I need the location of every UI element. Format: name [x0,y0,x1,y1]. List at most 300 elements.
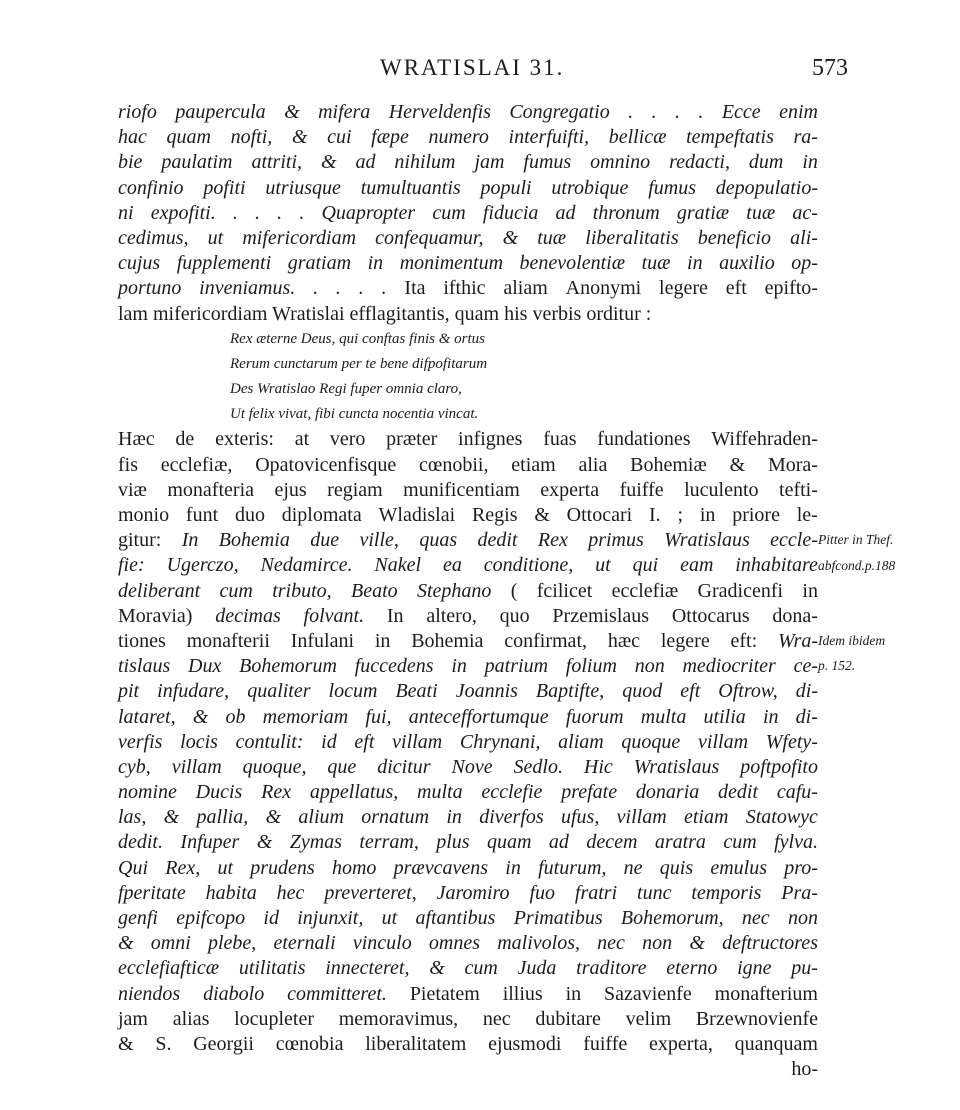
text-word: ra- [793,126,818,149]
text-word: pu- [791,957,818,980]
text-word: non [634,655,665,678]
text-word: expofiti. [150,201,216,224]
text-word: cum [432,201,466,224]
text-word: non [787,907,818,929]
text-word: nomine [118,781,177,804]
text-word: & [534,504,550,526]
text-word: & [192,705,209,728]
text-word: villam [616,806,667,829]
text-line [118,830,818,855]
text-word: cœnobii, [419,453,489,476]
text-word: nec [597,932,625,955]
text-word: . [674,101,680,123]
text-line [118,1032,818,1057]
text-word: hæc [607,629,641,652]
text-word: in [505,856,521,879]
text-word: cui [327,126,352,149]
text-word: cum [219,579,253,602]
text-word: quanquam [734,1032,818,1055]
text-word: ni [118,201,134,224]
text-word: monio [118,504,170,526]
text-word: locis [180,730,218,753]
text-word: redacti, [669,151,730,174]
text-word: altero, [426,604,477,627]
text-word: In [181,529,199,552]
text-word: tuæ [746,201,776,224]
text-word: enim [779,101,818,123]
text-word: prævcavens [393,856,489,879]
text-word: depopulatio- [715,176,818,199]
text-word: Regis [471,504,518,526]
text-word: Bohemia [218,529,290,552]
text-word: de [175,428,195,451]
text-word: quod [622,680,663,703]
text-word: verfis [118,730,163,753]
text-word: Ugerczo, [166,554,239,577]
text-word: interfuifti, [508,126,590,149]
text-word: . [628,101,634,123]
text-word: eft [725,277,747,300]
text-word: Ottocari [566,504,633,526]
text-word: cedimus, [118,226,189,249]
text-word: temporis [691,881,762,904]
text-word: . [255,201,261,224]
text-line [118,906,818,931]
text-word: aratra [654,831,706,854]
text-word: ecclefiæ, [160,453,233,476]
text-word: In [386,604,404,627]
text-segment: Des Wratislao Regi fuper omnia claro, [230,381,462,398]
text-segment: Rerum cunctarum per te bene difpofitarum [230,355,488,372]
text-word: gitur: [118,529,162,552]
text-word: tumultuantis [360,176,461,199]
text-word: pro- [784,856,818,879]
text-word: Congregatio [509,101,610,123]
text-word: experta [540,478,600,501]
text-word: villam [698,730,749,753]
text-word: ac- [792,201,818,224]
text-word: emulus [710,856,768,879]
text-line [118,931,818,956]
text-word: funt [185,504,219,526]
text-word: Przemislaus [552,604,650,627]
text-word: thronum [592,201,660,224]
text-word: mediocriter [682,655,776,678]
text-word: cujus [118,252,161,275]
text-word: fuas [543,428,577,451]
text-word: Hæc [118,428,155,451]
text-word: legere [659,277,708,300]
text-word: in [802,579,818,602]
text-word: lataret, [118,705,176,728]
text-word: Beati [395,680,438,703]
text-line [118,125,818,150]
text-word: . [299,201,305,224]
text-word: alias [172,1007,210,1030]
text-word: ejusmodi [488,1032,562,1055]
text-word: eam [680,554,714,577]
text-word: fie: [118,554,145,577]
text-word: Stephano [416,579,492,602]
text-word: monafterium [714,982,818,1005]
text-line [118,604,818,629]
text-word: epifcopo [176,907,246,929]
text-line [118,982,818,1007]
text-line [118,276,818,301]
text-word: regiam [327,478,383,501]
text-word: Chrynani, [459,730,541,753]
text-word: pofiti [203,176,246,199]
text-word: jam [474,151,505,174]
text-line [118,226,818,251]
text-word: Sedlo. [513,755,563,778]
text-word: fratri [574,881,618,904]
text-word: Rex [261,781,292,804]
text-word: plebe, [207,932,257,955]
text-word: fuo [529,881,556,904]
text-word: & [256,831,273,854]
text-line [118,453,818,478]
text-word: Wratislaus [633,755,720,778]
text-word: eternali [273,932,336,955]
text-word: diverfos [479,806,544,829]
text-word: que [327,755,357,778]
text-word: Wladislai [378,504,456,526]
text-word: in [699,504,716,526]
text-word: infudare, [157,680,230,703]
text-word: Ita [404,277,426,300]
text-word: villam [171,755,222,778]
text-word: Opatovicenfisque [255,453,397,476]
text-word: Baptifte, [535,680,605,703]
text-word: in [367,252,384,275]
text-word: & [320,151,337,174]
text-word: nec [741,907,770,929]
text-word: Statowyc [745,806,818,829]
text-word: munificentiam [403,478,520,501]
text-word: non [642,932,673,955]
text-word: ecclefiæ [611,579,679,602]
text-word: ut [381,907,398,929]
text-line [118,629,818,654]
body-text [118,100,818,1082]
text-line [118,705,818,730]
text-word: tributo, [272,579,332,602]
text-word: preverteret, [324,881,417,904]
text-segment: Ut felix vivat, fibi cuncta nocentia vincat. [230,406,479,423]
text-word: vinculo [352,932,412,955]
text-word: & [689,932,705,955]
text-word: alium [298,806,344,829]
text-word: Infuper [180,831,240,854]
text-word: in [687,252,703,275]
text-word: tiones [118,629,166,652]
text-word: di- [795,680,818,703]
text-line [118,503,818,528]
text-word: locum [328,680,378,703]
text-word: fundationes [597,428,691,451]
text-word: utriusque [265,176,341,199]
text-word: Nove [451,755,493,778]
text-word: Bohemorum [239,655,337,678]
text-word: quoque, [242,755,307,778]
text-word: Sazavienfe [604,982,692,1005]
text-word: viæ [118,478,147,501]
text-word: in [374,629,391,652]
text-word: & [284,101,300,123]
text-word: Jaromiro [436,881,510,904]
text-word: igne [737,957,772,980]
text-word: diabolo [203,982,265,1005]
text-word: fui, [365,705,392,728]
text-line [118,427,818,452]
text-line [118,201,818,226]
text-word: ea [442,554,462,577]
text-word: folium [565,655,617,678]
text-word: inhabitare [735,554,818,577]
text-word: etiam [683,806,729,829]
text-word: . [651,101,657,123]
page-header [118,55,848,91]
margin-note: Idem ibidem [818,633,886,649]
text-word: ejus [274,478,307,501]
text-word: experta, [649,1032,713,1055]
text-word: Qui [118,856,148,879]
text-word: epifto- [764,277,818,300]
text-word: luculento [684,478,759,501]
text-word: Zymas [289,831,342,854]
text-line [118,150,818,175]
text-word: Ducis [195,781,243,804]
verse-line [118,377,818,402]
text-word: ad [355,151,376,174]
text-word: fæpe [371,126,409,149]
text-word: id [321,730,337,753]
text-word: & [118,932,134,955]
text-word: & [265,806,282,829]
text-word: futurum, [538,856,607,879]
text-word: quis [659,856,694,879]
text-word: etiam [511,453,556,476]
text-word: Pietatem [409,982,480,1005]
text-word: mifericordiam [242,226,357,249]
text-word: Pra- [781,881,818,904]
text-line [118,755,818,780]
text-word: traditore [576,957,647,980]
text-word: appellatus, [309,781,399,804]
text-word: prudens [250,856,315,879]
text-word: auxilio [719,252,775,275]
text-word: aliam [503,277,548,300]
text-word: pallia, [196,806,249,829]
text-word: attriti, [251,151,303,174]
text-word: ce- [793,655,818,678]
text-word: . [358,277,364,300]
text-word: . [381,277,387,300]
margin-note: p. 152. [818,658,856,674]
text-word: ufus, [561,806,600,829]
text-word: fupplementi [176,252,272,275]
margin-note: abfcond.p.188 [818,557,896,573]
text-word: diplomata [281,504,362,526]
text-word: ecclefie [481,781,543,804]
text-word: committeret. [287,982,387,1005]
text-word: inveniamus. [199,277,296,300]
text-word: confequamur, [375,226,484,249]
text-word: Ecce [721,101,761,123]
text-word: ecclefiafticæ [118,957,220,980]
text-line [118,1057,818,1082]
text-line [118,881,818,906]
text-word: hac [118,126,147,149]
text-word: Wratislaus [664,529,750,552]
text-word: Joannis [455,680,518,703]
text-word: ut [595,554,611,577]
text-word: riofo [118,101,157,123]
text-word: liberalitatis [585,226,679,249]
text-word: injunxit, [297,907,364,929]
text-word: Bohemorum, [620,907,724,929]
text-segment: ho- [791,1058,818,1081]
text-word: cœnobia [275,1032,344,1055]
text-word: & [729,453,746,476]
text-word: tislaus [118,655,171,678]
text-line [118,730,818,755]
text-word: benevolentiæ [519,252,626,275]
text-word: quas [419,529,458,552]
text-word: multa [417,781,463,804]
text-word: due [310,529,340,552]
text-word: illius [502,982,543,1005]
text-word: Oftrow, [718,680,778,703]
text-word: homo [331,856,377,879]
text-word: eft: [730,629,758,652]
text-word: . [277,201,283,224]
text-word: anteceffortumque [408,705,549,728]
text-word: aliam [558,730,604,753]
text-word: velim [625,1007,672,1030]
text-word: fuccedens [354,655,434,678]
text-word: fuiffe [583,1032,628,1055]
text-word: multa [640,705,687,728]
text-word: memoriam [262,705,349,728]
text-word: primus [588,529,644,552]
text-word: nofti, [230,126,273,149]
text-line [118,679,818,704]
text-word: . [335,277,341,300]
text-line [118,302,818,327]
text-word: Beato [350,579,398,602]
text-word: tuæ [537,226,567,249]
text-word: Nakel [374,554,422,577]
text-word: Moravia) [118,604,193,627]
text-line [118,553,818,578]
text-word: dedit. [118,831,163,854]
text-word: confirmat, [504,629,587,652]
text-word: donaria [635,781,700,804]
text-line [118,856,818,881]
text-word: Wiffehraden- [711,428,818,451]
text-word: Brzewnovienfe [695,1007,818,1030]
text-word: innecteret, [325,957,410,980]
text-line [118,780,818,805]
text-word: nec [482,1007,511,1030]
text-word: cum [723,831,757,854]
text-word: portuno [118,277,182,300]
text-word: tefti- [779,478,818,501]
text-word: monimentum [399,252,504,275]
text-word: deftructores [722,932,818,955]
text-word: ali- [790,226,818,249]
text-word: dicitur [377,755,431,778]
text-word: liberalitatem [365,1032,467,1055]
text-word: ville, [359,529,399,552]
text-word: legere [660,629,710,652]
text-word: numero [428,126,489,149]
text-word: bellicæ [608,126,667,149]
text-word: Hic [583,755,613,778]
text-word: fuorum [565,705,624,728]
text-word: utilia [703,705,746,728]
text-word: utrobique [551,176,629,199]
text-word: I. [649,504,661,526]
text-word: fis [118,453,138,476]
text-word: & [291,126,308,149]
text-word: malivolos, [497,932,580,955]
text-word: fumus [648,176,696,199]
text-word: fumus [523,151,572,174]
text-word: memoravimus, [338,1007,459,1030]
text-word: tuæ [641,252,671,275]
text-word: ob [225,705,246,728]
text-segment: Rex æterne Deus, qui conftas finis & ortus [230,330,485,347]
text-word: populi [480,176,532,199]
text-word: Rex, [165,856,201,879]
text-word: hec [276,881,305,904]
text-word: terram, [359,831,419,854]
text-word: id [263,907,279,929]
text-word: . [698,101,704,123]
text-word: locupleter [234,1007,315,1030]
text-word: ; [677,504,684,526]
text-word: fuiffe [619,478,664,501]
text-word: monafteria [167,478,254,501]
text-word: cyb, [118,755,151,778]
text-word: Mora- [767,453,818,476]
text-word: paulatim [161,151,233,174]
text-word: ut [217,856,234,879]
text-word: eccle- [770,529,818,552]
text-word: exteris: [215,428,274,451]
text-word: Rex [537,529,568,552]
verse-line [118,402,818,427]
text-word: Primatibus [513,907,603,929]
text-word: habita [205,881,257,904]
text-word: jam [118,1007,148,1030]
text-word: fcilicet [536,579,593,602]
text-word: le- [796,504,818,526]
text-word: utilitatis [238,957,306,980]
text-line [118,478,818,503]
page-number: 573 [812,55,848,81]
text-word: in [565,982,582,1005]
text-line [118,579,818,604]
text-word: vero [329,428,366,451]
text-word: Dux [188,655,222,678]
text-word: Wra- [777,629,818,652]
text-word: paupercula [175,101,266,123]
text-word: Gradicenfi [697,579,784,602]
